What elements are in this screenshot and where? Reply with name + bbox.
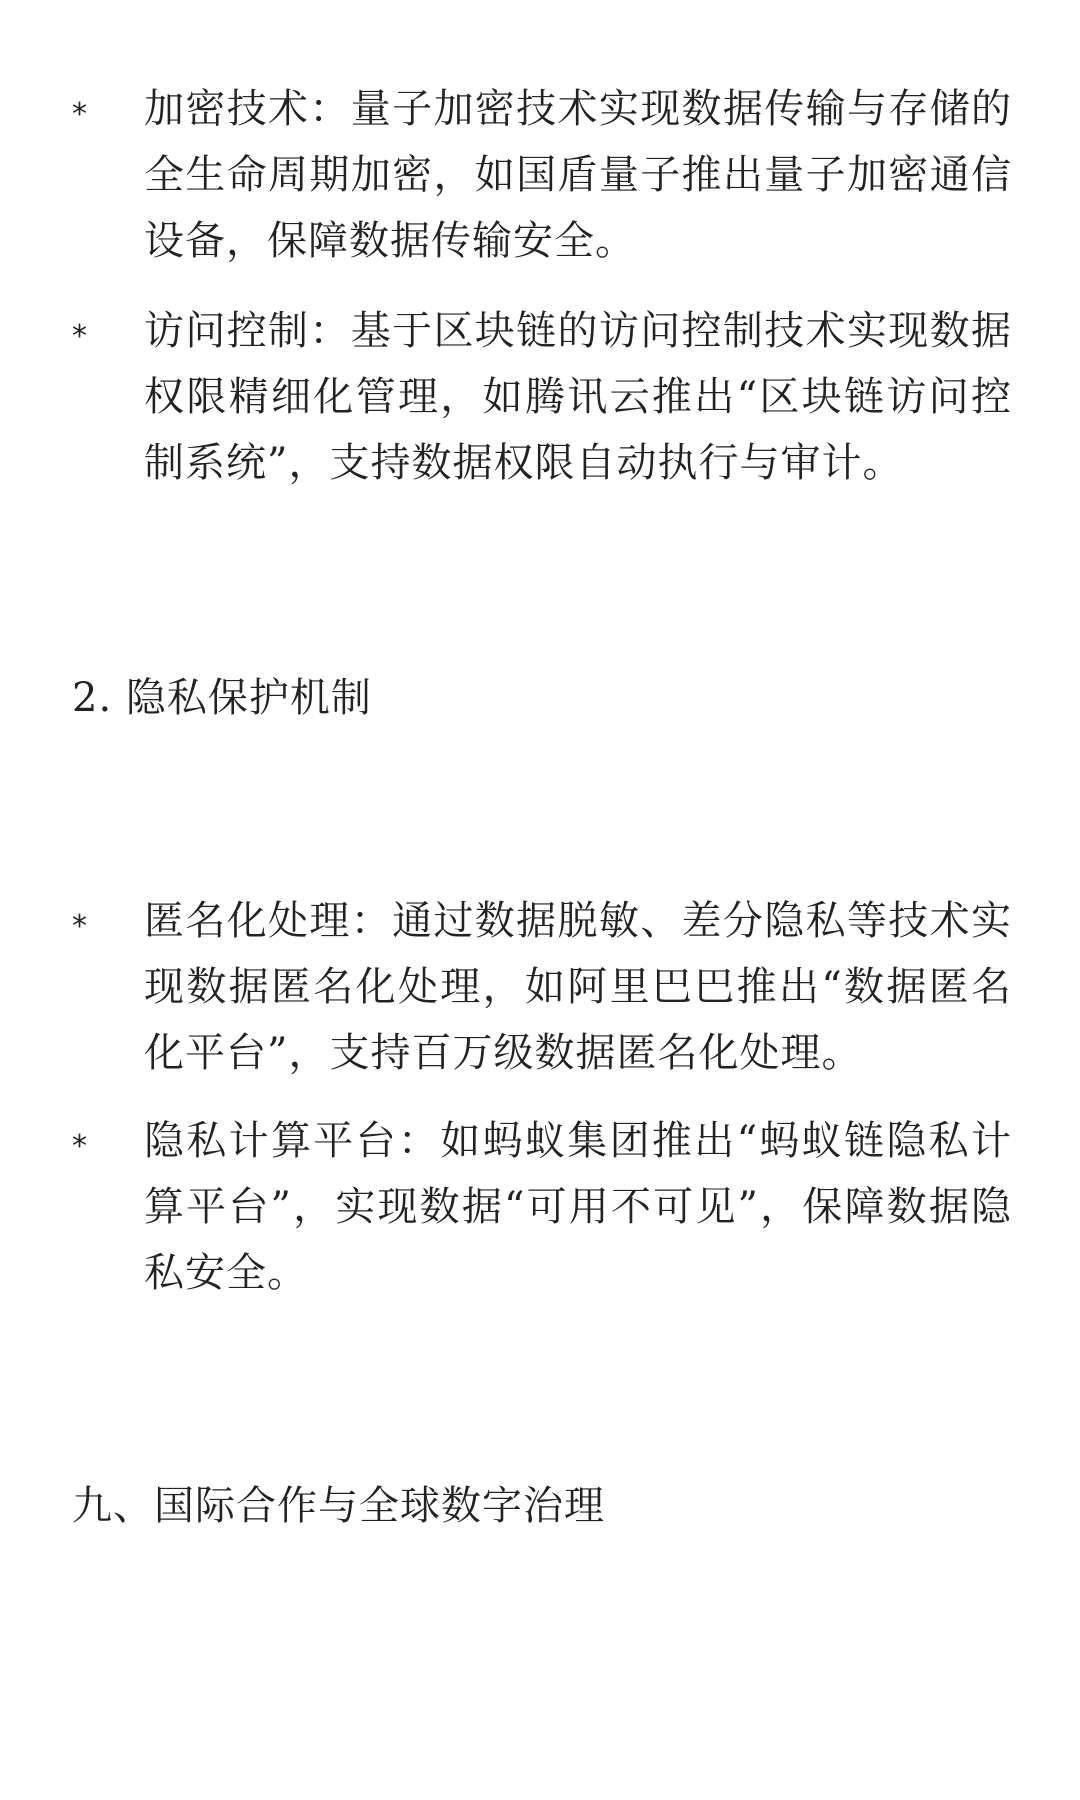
- bullet-marker: *: [72, 909, 87, 944]
- bullet-marker: *: [72, 97, 87, 132]
- bullet-marker: *: [72, 319, 87, 354]
- list-item-anonymization: [72, 888, 1012, 1086]
- list-item-access-control: [72, 298, 1012, 496]
- section-heading-privacy: 2. 隐私保护机制: [72, 675, 372, 721]
- list-item-text: 访问控制：基于区块链的访问控制技术实现数据权限精细化管理，如腾讯云推出“区块链访问控制系统”，支持数据权限自动执行与审计。: [144, 308, 1012, 486]
- list-item-text: 匿名化处理：通过数据脱敏、差分隐私等技术实现数据匿名化处理，如阿里巴巴推出“数据匿名化平台”，支持百万级数据匿名化处理。: [144, 898, 1012, 1076]
- list-item-text: 加密技术：量子加密技术实现数据传输与存储的全生命周期加密，如国盾量子推出量子加密通信设备，保障数据传输安全。: [144, 86, 1012, 264]
- bullet-marker: *: [72, 1129, 87, 1164]
- list-item-encryption: [72, 76, 1012, 274]
- list-item-privacy-computing: [72, 1108, 1012, 1306]
- section-heading-international-cooperation: 九、国际合作与全球数字治理: [72, 1483, 605, 1529]
- list-item-text: 隐私计算平台：如蚂蚁集团推出“蚂蚁链隐私计算平台”，实现数据“可用不可见”，保障数据隐私安全。: [144, 1118, 1012, 1296]
